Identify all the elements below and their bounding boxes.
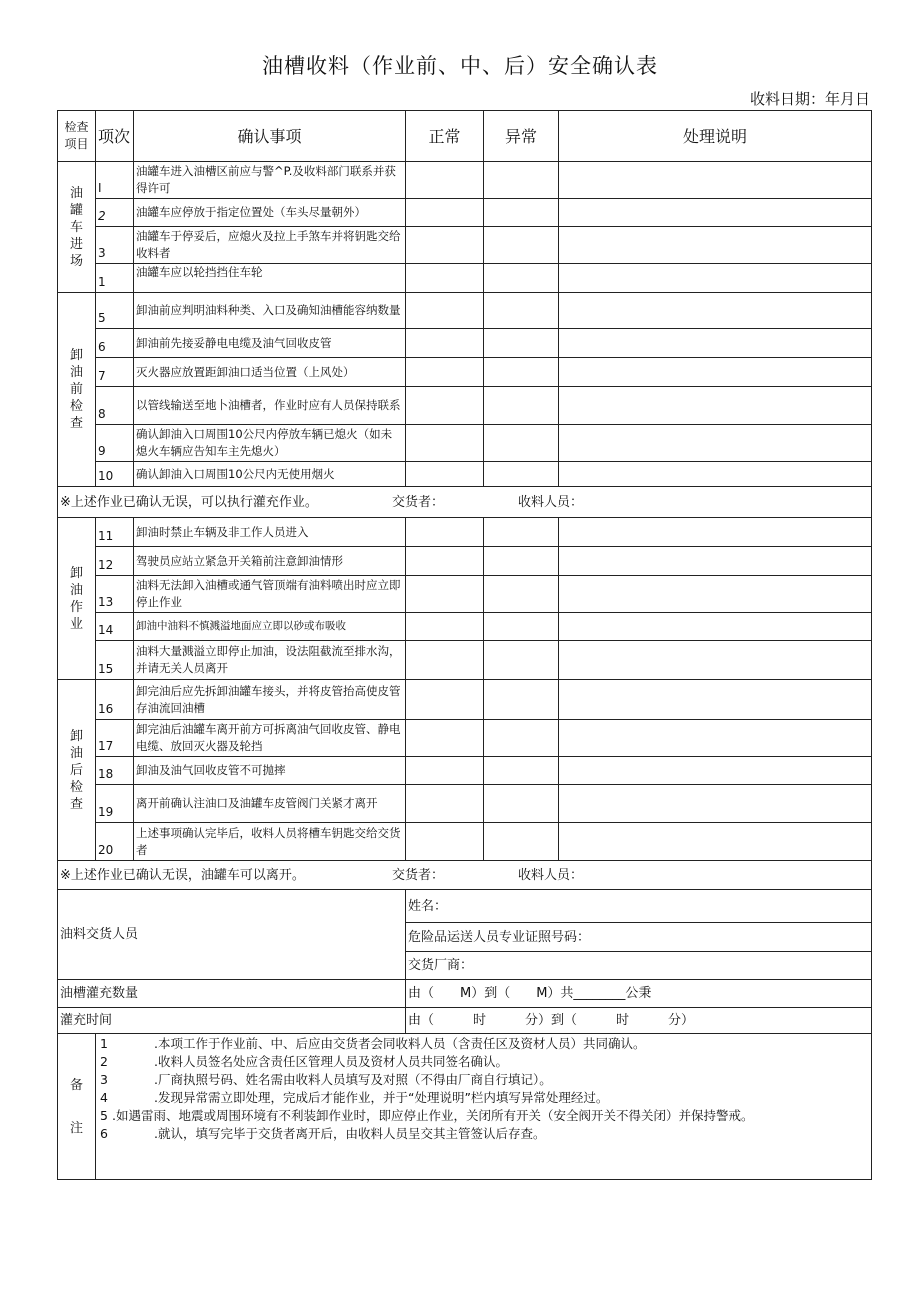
handling-note-cell[interactable]	[559, 823, 872, 861]
header-number: 项次	[96, 111, 134, 162]
category-cell: 卸油前检查	[58, 293, 96, 487]
item-number: 13	[96, 576, 134, 613]
note-item: 4 .发现异常需立即处理，完成后才能作业，并于“处理说明”栏内填写异常处理经过。	[100, 1090, 609, 1105]
handling-note-cell[interactable]	[559, 518, 872, 547]
header-item: 确认事项	[134, 111, 406, 162]
abnormal-check-cell[interactable]	[484, 785, 559, 823]
table-row	[58, 823, 872, 861]
item-number: I	[96, 162, 134, 199]
item-number: 1	[96, 264, 134, 293]
header-normal: 正常	[406, 111, 484, 162]
normal-check-cell[interactable]	[406, 641, 484, 680]
table-row	[58, 462, 872, 487]
abnormal-check-cell[interactable]	[484, 358, 559, 387]
handling-note-cell[interactable]	[559, 641, 872, 680]
deliverer-signature-label[interactable]: 交货者：	[392, 867, 445, 883]
notes-content	[96, 1034, 872, 1180]
confirmation-cell	[58, 861, 872, 890]
item-text: 灭火器应放置距卸油口适当位置（上风处）	[134, 358, 406, 387]
form-title: 油槽收料（作业前、中、后）安全确认表	[262, 54, 658, 78]
item-text: 驾驶员应站立紧急开关箱前注意卸油情形	[134, 547, 406, 576]
item-text: 卸油及油气回收皮管不可抛摔	[134, 757, 406, 785]
abnormal-check-cell[interactable]	[484, 823, 559, 861]
delivery-personnel-label: 油料交货人员	[58, 890, 406, 980]
abnormal-check-cell[interactable]	[484, 329, 559, 358]
handling-note-cell[interactable]	[559, 680, 872, 720]
abnormal-check-cell[interactable]	[484, 613, 559, 641]
confirmation-cell	[58, 487, 872, 518]
item-number: 20	[96, 823, 134, 861]
table-row	[58, 358, 872, 387]
handling-note-cell[interactable]	[559, 720, 872, 757]
note-item: 1 .本项工作于作业前、中、后应由交货者会同收料人员（含责任区及资材人员）共同确认。	[100, 1036, 646, 1051]
header-row	[58, 111, 872, 162]
table-row	[58, 785, 872, 823]
fill-quantity-field[interactable]: 由（ M）到（ M）共________公秉	[406, 980, 872, 1008]
handling-note-cell[interactable]	[559, 162, 872, 199]
item-text: 油罐车于停妥后，应熄火及拉上手煞车并将钥匙交给收料者	[134, 227, 406, 264]
normal-check-cell[interactable]	[406, 823, 484, 861]
abnormal-check-cell[interactable]	[484, 227, 559, 264]
handling-note-cell[interactable]	[559, 387, 872, 425]
confirmation-row	[58, 861, 872, 890]
delivery-row	[58, 890, 872, 923]
safety-checklist-table	[57, 110, 872, 1180]
normal-check-cell[interactable]	[406, 387, 484, 425]
item-number: 18	[96, 757, 134, 785]
abnormal-check-cell[interactable]	[484, 387, 559, 425]
normal-check-cell[interactable]	[406, 329, 484, 358]
table-row	[58, 613, 872, 641]
notes-row	[58, 1034, 872, 1180]
handling-note-cell[interactable]	[559, 757, 872, 785]
item-text: 卸油时禁止车辆及非工作人员进入	[134, 518, 406, 547]
item-number: 9	[96, 425, 134, 462]
table-row	[58, 576, 872, 613]
item-number: 12	[96, 547, 134, 576]
abnormal-check-cell[interactable]	[484, 518, 559, 547]
handling-note-cell[interactable]	[559, 293, 872, 329]
category-cell: 油罐车进场	[58, 162, 96, 293]
item-number: 17	[96, 720, 134, 757]
notes-label-cell	[58, 1034, 96, 1180]
handling-note-cell[interactable]	[559, 425, 872, 462]
normal-check-cell[interactable]	[406, 199, 484, 227]
note-item: 2 .收料人员签名处应含责任区管理人员及资材人员共同签名确认。	[100, 1054, 508, 1069]
table-row	[58, 264, 872, 293]
item-number: 2	[96, 199, 134, 227]
abnormal-check-cell[interactable]	[484, 293, 559, 329]
category-cell: 卸油作业	[58, 518, 96, 680]
normal-check-cell[interactable]	[406, 720, 484, 757]
abnormal-check-cell[interactable]	[484, 199, 559, 227]
handling-note-cell[interactable]	[559, 264, 872, 293]
abnormal-check-cell[interactable]	[484, 264, 559, 293]
item-text: 油料无法卸入油槽或通气管顶端有油料喷出时应立即停止作业	[134, 576, 406, 613]
item-text: 卸完油后应先拆卸油罐车接头，并将皮管抬高使皮管存油流回油槽	[134, 680, 406, 720]
item-text: 以管线输送至地卜油槽者，作业时应有人员保持联系	[134, 387, 406, 425]
header-abnormal: 异常	[484, 111, 559, 162]
abnormal-check-cell[interactable]	[484, 641, 559, 680]
deliverer-signature-label[interactable]: 交货者：	[392, 494, 445, 510]
item-text: 卸油前先接妥静电电缆及油气回收皮管	[134, 329, 406, 358]
table-row	[58, 329, 872, 358]
deliverer-name-field[interactable]: 姓名：	[406, 890, 872, 923]
abnormal-check-cell[interactable]	[484, 425, 559, 462]
table-row	[58, 680, 872, 720]
normal-check-cell[interactable]	[406, 425, 484, 462]
handling-note-cell[interactable]	[559, 547, 872, 576]
confirmation-text: ※上述作业已确认无误，可以执行灌充作业。	[60, 494, 318, 510]
confirmation-row	[58, 487, 872, 518]
table-row	[58, 227, 872, 264]
abnormal-check-cell[interactable]	[484, 720, 559, 757]
normal-check-cell[interactable]	[406, 757, 484, 785]
table-row	[58, 293, 872, 329]
fill-quantity-label: 油槽灌充数量	[58, 980, 406, 1008]
table-row	[58, 387, 872, 425]
receive-date-label: 收料日期：年月日	[749, 90, 870, 108]
item-number: 16	[96, 680, 134, 720]
abnormal-check-cell[interactable]	[484, 462, 559, 487]
fill-time-label: 灌充时间	[58, 1008, 406, 1034]
table-row	[58, 162, 872, 199]
header-category: 检查项目	[58, 111, 96, 162]
item-number: 3	[96, 227, 134, 264]
normal-check-cell[interactable]	[406, 227, 484, 264]
vendor-field[interactable]: 交货厂商：	[406, 952, 872, 980]
normal-check-cell[interactable]	[406, 547, 484, 576]
table-row	[58, 757, 872, 785]
item-text: 卸油中油料不慎溅溢地面应立即以砂或布吸收	[134, 613, 406, 641]
table-row	[58, 199, 872, 227]
item-text: 油料大量溅溢立即停止加油，设法阻截流至排水沟，并请无关人员离开	[134, 641, 406, 680]
item-text: 油罐车进入油槽区前应与警^P.及收料部门联系并获得许可	[134, 162, 406, 199]
item-number: 11	[96, 518, 134, 547]
note-item: 5 .如遇雷雨、地震或周围环境有不利装卸作业时，即应停止作业，关闭所有开关（安全阀开关不得关闭）并保持警戒。	[100, 1108, 754, 1123]
normal-check-cell[interactable]	[406, 293, 484, 329]
item-text: 油罐车应以轮挡挡住车轮	[134, 264, 406, 293]
abnormal-check-cell[interactable]	[484, 757, 559, 785]
handling-note-cell[interactable]	[559, 358, 872, 387]
handling-note-cell[interactable]	[559, 613, 872, 641]
item-text: 确认卸油入口周围10公尺内停放车辆已熄火（如未熄火车辆应告知车主先熄火）	[134, 425, 406, 462]
item-number: 6	[96, 329, 134, 358]
handling-note-cell[interactable]	[559, 462, 872, 487]
item-text: 离开前确认注油口及油罐车皮管阀门关紧才离开	[134, 785, 406, 823]
item-number: 8	[96, 387, 134, 425]
item-text: 油罐车应停放于指定位置处（车头尽量朝外）	[134, 199, 406, 227]
handling-note-cell[interactable]	[559, 329, 872, 358]
item-text: 上述事项确认完毕后，收料人员将槽车钥匙交给交货者	[134, 823, 406, 861]
normal-check-cell[interactable]	[406, 613, 484, 641]
normal-check-cell[interactable]	[406, 680, 484, 720]
item-number: 14	[96, 613, 134, 641]
receiver-signature-label[interactable]: 收料人员：	[518, 867, 584, 883]
table-row	[58, 641, 872, 680]
item-number: 10	[96, 462, 134, 487]
item-number: 7	[96, 358, 134, 387]
header-handling: 处理说明	[559, 111, 872, 162]
item-text: 卸完油后油罐车离开前方可拆离油气回收皮管、静电电缆、放回灭火器及轮挡	[134, 720, 406, 757]
normal-check-cell[interactable]	[406, 264, 484, 293]
handling-note-cell[interactable]	[559, 785, 872, 823]
handling-note-cell[interactable]	[559, 199, 872, 227]
abnormal-check-cell[interactable]	[484, 162, 559, 199]
quantity-row	[58, 980, 872, 1008]
note-item: 3 .厂商执照号码、姓名需由收料人员填写及对照（不得由厂商自行填记）。	[100, 1072, 552, 1087]
license-number-field[interactable]: 危险品运送人员专业证照号码：	[406, 923, 872, 952]
handling-note-cell[interactable]	[559, 576, 872, 613]
item-number: 19	[96, 785, 134, 823]
table-row	[58, 425, 872, 462]
table-row	[58, 547, 872, 576]
abnormal-check-cell[interactable]	[484, 547, 559, 576]
category-cell: 卸油后检查	[58, 680, 96, 861]
normal-check-cell[interactable]	[406, 518, 484, 547]
confirmation-text: ※上述作业已确认无误，油罐车可以离开。	[60, 867, 305, 883]
item-number: 5	[96, 293, 134, 329]
note-item: 6 .就认，填写完毕于交货者离开后，由收料人员呈交其主管签认后存查。	[100, 1126, 546, 1141]
normal-check-cell[interactable]	[406, 358, 484, 387]
notes-label-2: 注	[69, 1120, 83, 1136]
fill-time-row	[58, 1008, 872, 1034]
item-number: 15	[96, 641, 134, 680]
receiver-signature-label[interactable]: 收料人员：	[518, 494, 584, 510]
handling-note-cell[interactable]	[559, 227, 872, 264]
table-row	[58, 518, 872, 547]
item-text: 确认卸油入口周围10公尺内无使用烟火	[134, 462, 406, 487]
normal-check-cell[interactable]	[406, 576, 484, 613]
item-text: 卸油前应判明油料种类、入口及确知油槽能容纳数量	[134, 293, 406, 329]
normal-check-cell[interactable]	[406, 785, 484, 823]
normal-check-cell[interactable]	[406, 162, 484, 199]
fill-time-field[interactable]: 由（ 时 分）到（ 时 分）	[406, 1008, 872, 1034]
abnormal-check-cell[interactable]	[484, 680, 559, 720]
table-row	[58, 720, 872, 757]
notes-label-1: 备	[69, 1077, 83, 1093]
normal-check-cell[interactable]	[406, 462, 484, 487]
abnormal-check-cell[interactable]	[484, 576, 559, 613]
